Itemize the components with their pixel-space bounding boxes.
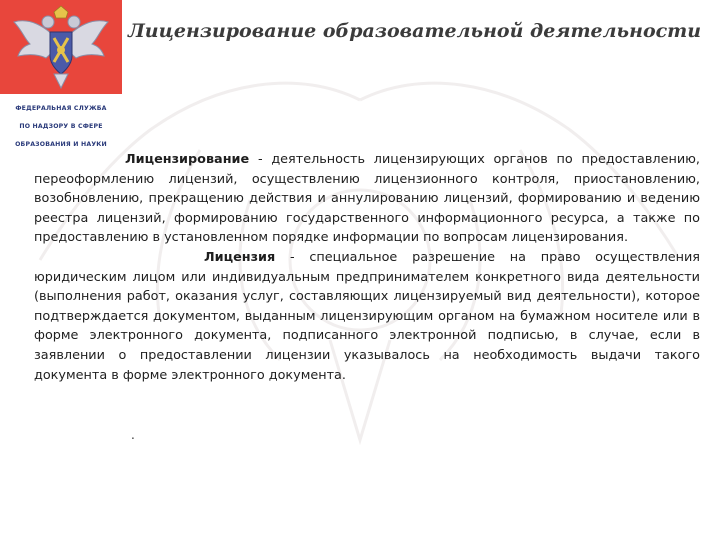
paragraph-license — [34, 248, 700, 385]
term-license: Лицензия — [204, 249, 276, 265]
agency-line: ФЕДЕРАЛЬНАЯ СЛУЖБА — [15, 105, 107, 112]
trailing-mark: . — [131, 428, 135, 442]
definition-licensing: - деятельность лицензирующих органов по предоставлению, переоформлению лицензий, осуществлению лицензионного контроля, приостановлению, возобновлению, прекращению действия и аннулированию лицензий, формированию и ведению реестра лицензий, формированию государственного информационного ресурса, а также по предоставлению в установленном порядке информации по вопросам лицензирования. — [34, 152, 700, 246]
double-headed-eagle-icon — [10, 4, 112, 90]
agency-logo — [0, 0, 122, 94]
slide-title: Лицензирование образовательной деятельности — [128, 20, 702, 42]
term-licensing: Лицензирование — [125, 152, 250, 167]
paragraph-licensing — [34, 150, 700, 248]
definition-license: - специальное разрешение на право осуществления юридическим лицом или индивидуальным предпринимателем конкретного вида деятельности (выполнения работ, оказания услуг, составляющих лицензируемый вид деятельности), которое подтверждается документом, выданным лицензирующим органом на бумажном носителе или в форме электронного документа, подписанного электронной подписью, в случае, если в заявлении о предоставлении лицензии указывалось на необходимость выдачи такого документа в форме электронного документа. — [34, 249, 700, 383]
agency-name — [0, 100, 122, 154]
agency-line: ОБРАЗОВАНИЯ И НАУКИ — [15, 141, 107, 148]
agency-line: ПО НАДЗОРУ В СФЕРЕ — [19, 123, 103, 130]
slide-body — [34, 150, 700, 385]
